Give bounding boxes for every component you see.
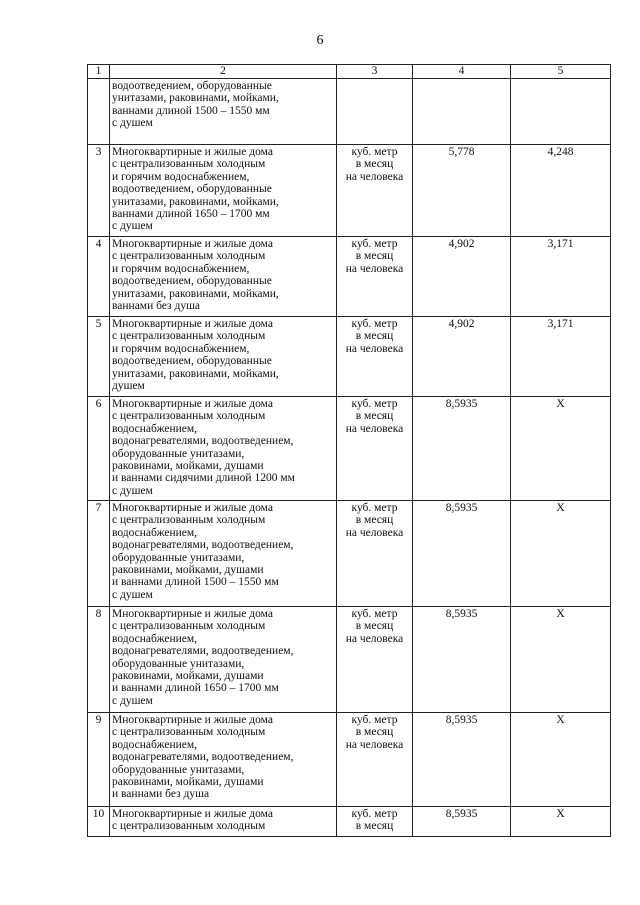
row-number: 7 bbox=[88, 501, 110, 607]
row-unit: куб. метр в месяц на человека bbox=[337, 317, 413, 397]
table-row bbox=[88, 807, 611, 837]
table-row bbox=[88, 145, 611, 237]
row-value-col4: 8,5935 bbox=[413, 607, 511, 713]
row-number: 5 bbox=[88, 317, 110, 397]
column-header-3: 3 bbox=[337, 65, 413, 79]
row-description: Многоквартирные и жилые дома с централизованным холодным bbox=[110, 807, 337, 837]
row-value-col5 bbox=[511, 79, 611, 145]
row-description: Многоквартирные и жилые дома с централизованным холодным и горячим водоснабжением, водоотведением, оборудованные унитазами, раковинами, мойками, душем bbox=[110, 317, 337, 397]
row-value-col5: 3,171 bbox=[511, 237, 611, 317]
row-description: Многоквартирные и жилые дома с централизованным холодным водоснабжением, водонагревателями, водоотведением, оборудованные унитазами, раковинами, мойками, душами и ваннами длиной 1650 – 1700 мм с душем bbox=[110, 607, 337, 713]
row-value-col4: 8,5935 bbox=[413, 501, 511, 607]
table-row bbox=[88, 501, 611, 607]
table-row bbox=[88, 79, 611, 145]
row-value-col5: Х bbox=[511, 713, 611, 807]
row-value-col4: 4,902 bbox=[413, 317, 511, 397]
row-value-col5: 3,171 bbox=[511, 317, 611, 397]
table-row bbox=[88, 397, 611, 501]
table-row bbox=[88, 713, 611, 807]
row-value-col4: 8,5935 bbox=[413, 807, 511, 837]
row-description: Многоквартирные и жилые дома с централизованным холодным и горячим водоснабжением, водоотведением, оборудованные унитазами, раковинами, мойками, ваннами без душа bbox=[110, 237, 337, 317]
row-value-col5: Х bbox=[511, 807, 611, 837]
row-number: 8 bbox=[88, 607, 110, 713]
row-unit: куб. метр в месяц bbox=[337, 807, 413, 837]
row-description: Многоквартирные и жилые дома с централизованным холодным водоснабжением, водонагревателями, водоотведением, оборудованные унитазами, раковинами, мойками, душами и ваннами без душа bbox=[110, 713, 337, 807]
table-row bbox=[88, 607, 611, 713]
row-description: Многоквартирные и жилые дома с централизованным холодным и горячим водоснабжением, водоотведением, оборудованные унитазами, раковинами, мойками, ваннами длиной 1650 – 1700 мм с душем bbox=[110, 145, 337, 237]
row-unit: куб. метр в месяц на человека bbox=[337, 607, 413, 713]
row-unit: куб. метр в месяц на человека bbox=[337, 145, 413, 237]
row-number: 4 bbox=[88, 237, 110, 317]
row-unit bbox=[337, 79, 413, 145]
row-description: Многоквартирные и жилые дома с централизованным холодным водоснабжением, водонагревателями, водоотведением, оборудованные унитазами, раковинами, мойками, душами и ваннами сидячими длиной 1200 мм с душем bbox=[110, 397, 337, 501]
row-value-col4 bbox=[413, 79, 511, 145]
row-description: Многоквартирные и жилые дома с централизованным холодным водоснабжением, водонагревателями, водоотведением, оборудованные унитазами, раковинами, мойками, душами и ваннами длиной 1500 – 1550 мм с душем bbox=[110, 501, 337, 607]
row-value-col5: Х bbox=[511, 397, 611, 501]
table-body bbox=[88, 65, 611, 837]
row-unit: куб. метр в месяц на человека bbox=[337, 501, 413, 607]
table-row bbox=[88, 317, 611, 397]
column-header-1: 1 bbox=[88, 65, 110, 79]
row-value-col5: Х bbox=[511, 501, 611, 607]
row-unit: куб. метр в месяц на человека bbox=[337, 237, 413, 317]
page-number: 6 bbox=[316, 33, 324, 48]
row-description: водоотведением, оборудованные унитазами, раковинами, мойками, ваннами длиной 1500 – 1550 мм с душем bbox=[110, 79, 337, 145]
row-unit: куб. метр в месяц на человека bbox=[337, 713, 413, 807]
row-value-col4: 8,5935 bbox=[413, 713, 511, 807]
row-value-col4: 5,778 bbox=[413, 145, 511, 237]
row-value-col5: Х bbox=[511, 607, 611, 713]
table-row bbox=[88, 237, 611, 317]
row-value-col4: 4,902 bbox=[413, 237, 511, 317]
header-row bbox=[88, 65, 611, 79]
row-unit: куб. метр в месяц на человека bbox=[337, 397, 413, 501]
row-number: 3 bbox=[88, 145, 110, 237]
row-value-col5: 4,248 bbox=[511, 145, 611, 237]
row-number: 9 bbox=[88, 713, 110, 807]
row-number bbox=[88, 79, 110, 145]
norms-table bbox=[87, 64, 611, 837]
row-number: 10 bbox=[88, 807, 110, 837]
row-value-col4: 8,5935 bbox=[413, 397, 511, 501]
row-number: 6 bbox=[88, 397, 110, 501]
column-header-4: 4 bbox=[413, 65, 511, 79]
column-header-2: 2 bbox=[110, 65, 337, 79]
column-header-5: 5 bbox=[511, 65, 611, 79]
